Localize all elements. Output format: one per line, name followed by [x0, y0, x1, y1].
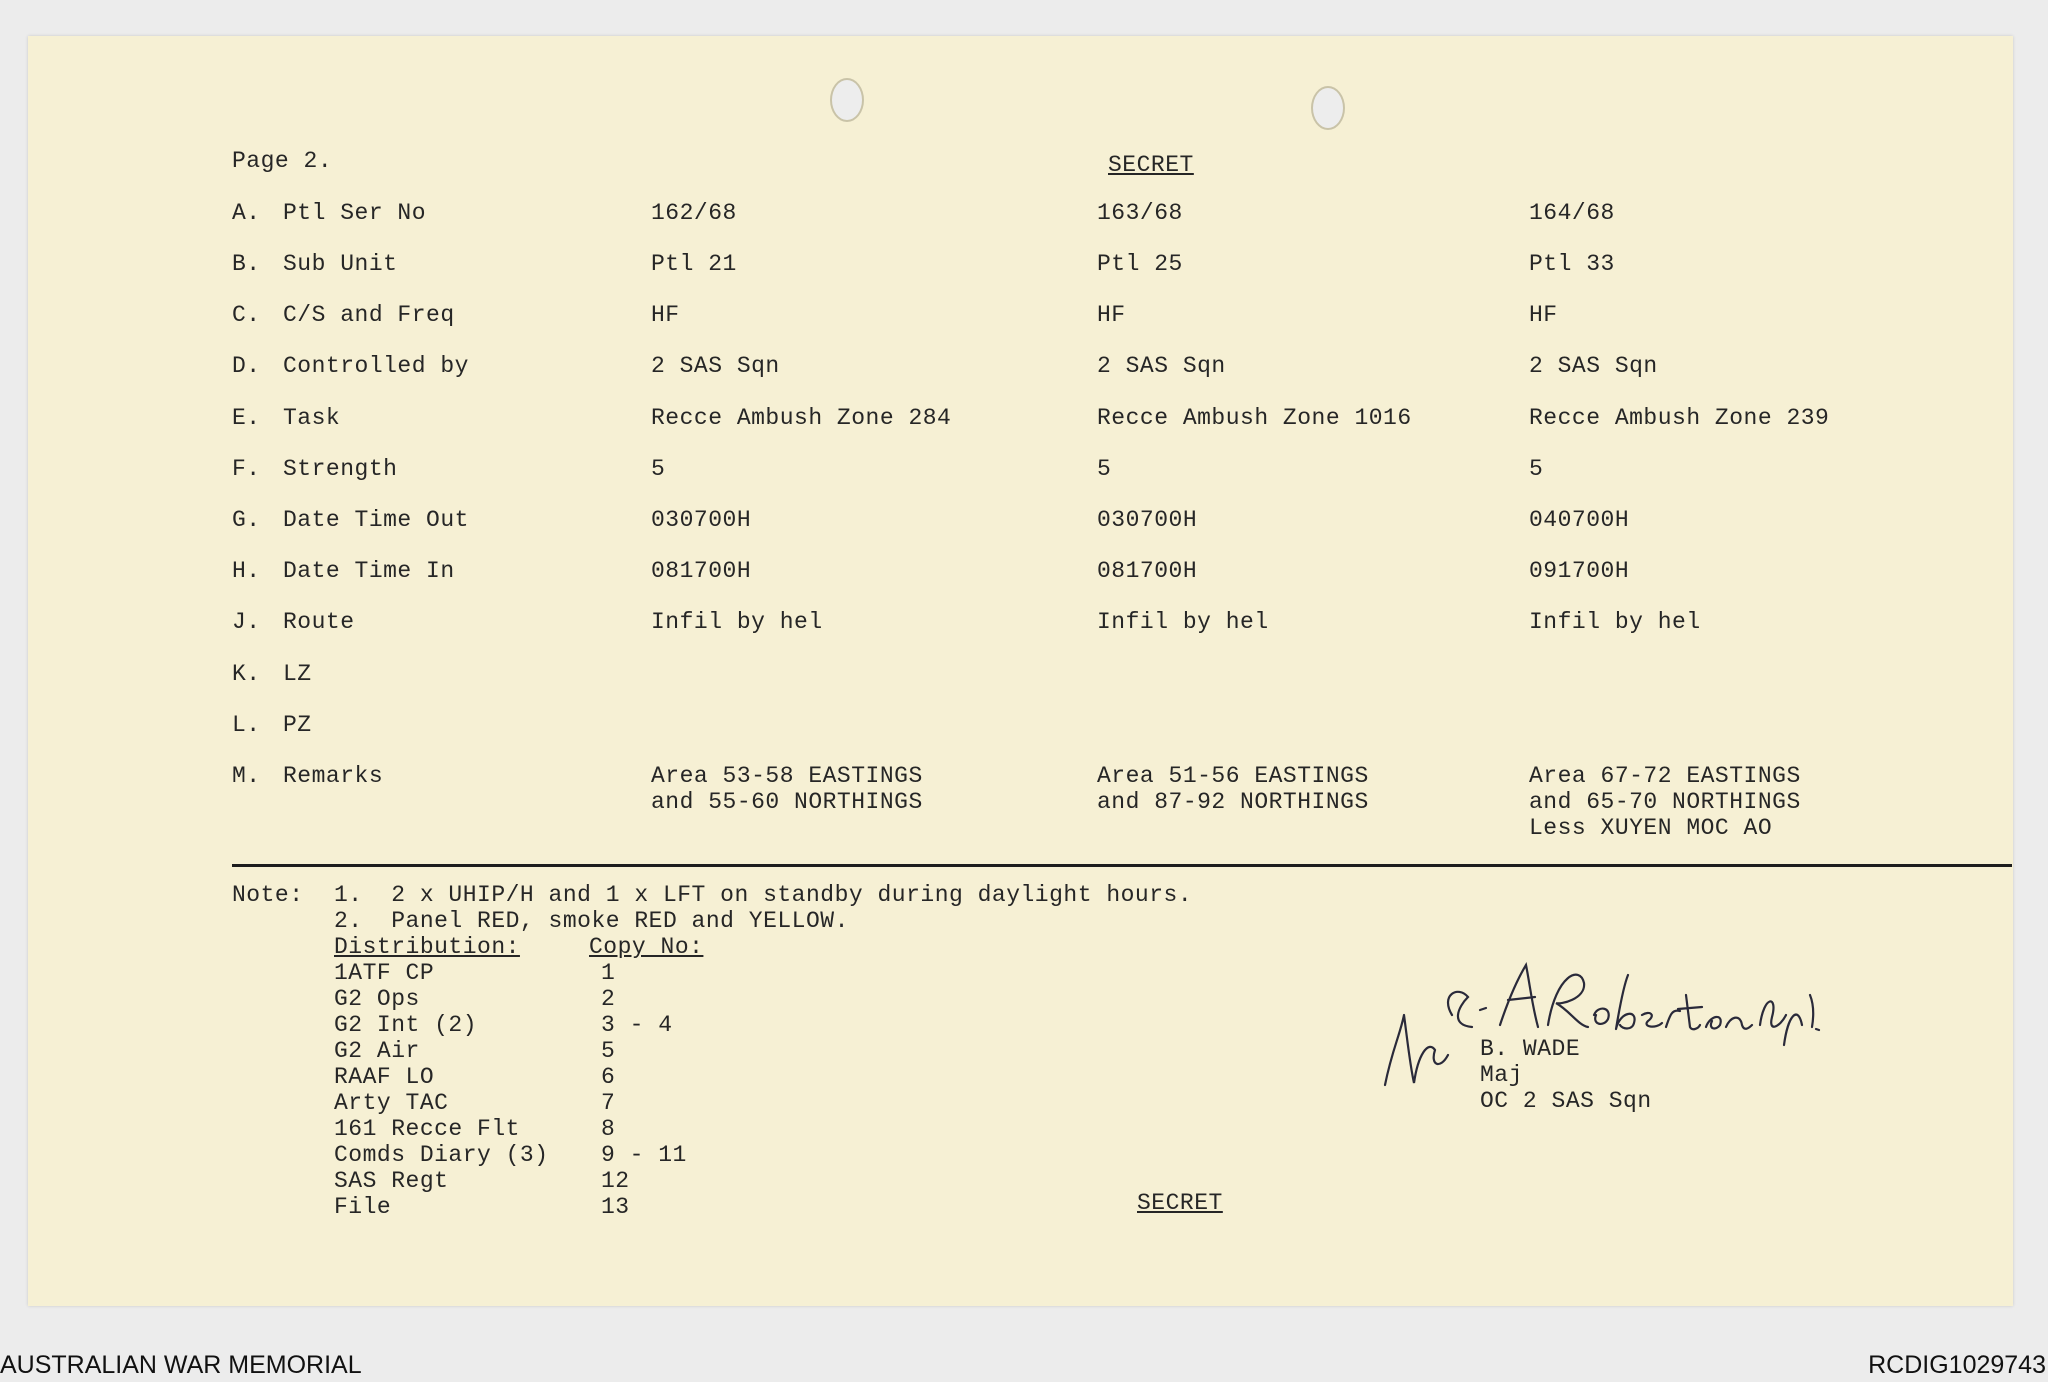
ptl-164-value: Infil by hel	[1529, 609, 1701, 635]
distribution-copy-no: 7	[601, 1090, 616, 1116]
row-label: Remarks	[283, 763, 384, 789]
row-label: PZ	[283, 712, 312, 738]
ptl-163-value: Infil by hel	[1097, 609, 1269, 635]
row-label: Date Time Out	[283, 507, 469, 533]
ptl-164-value: Recce Ambush Zone 239	[1529, 405, 1830, 431]
ptl-162-value: 2 SAS Sqn	[651, 353, 780, 379]
signatory-appointment: OC 2 SAS Sqn	[1480, 1088, 1652, 1114]
ptl-163-value: 030700H	[1097, 507, 1198, 533]
distribution-entry: Arty TAC	[334, 1090, 449, 1116]
signatory-name: B. WADE	[1480, 1036, 1581, 1062]
row-label: Task	[283, 405, 341, 431]
ptl-162-value: Recce Ambush Zone 284	[651, 405, 952, 431]
ptl-162-value: Area 53-58 EASTINGS and 55-60 NORTHINGS	[651, 763, 923, 815]
document-page	[28, 36, 2013, 1306]
handwritten-signature	[1380, 955, 1840, 1105]
distribution-entry: 1ATF CP	[334, 960, 435, 986]
distribution-copy-no: 9 - 11	[601, 1142, 687, 1168]
ptl-162-value: 5	[651, 456, 666, 482]
distribution-copy-no: 13	[601, 1194, 630, 1220]
row-key: L.	[232, 712, 261, 738]
ptl-162-value: 162/68	[651, 200, 737, 226]
ptl-163-value: 5	[1097, 456, 1112, 482]
classification-top: SECRET	[1108, 152, 1194, 178]
row-key: K.	[232, 661, 261, 687]
distribution-entry: G2 Ops	[334, 986, 420, 1012]
ptl-164-value: Ptl 33	[1529, 251, 1615, 277]
distribution-heading: Distribution:	[334, 934, 520, 960]
distribution-copy-no: 3 - 4	[601, 1012, 673, 1038]
distribution-copy-no: 8	[601, 1116, 616, 1142]
note-label: Note:	[232, 882, 304, 908]
row-label: Strength	[283, 456, 398, 482]
row-key: H.	[232, 558, 261, 584]
punch-hole	[830, 78, 864, 122]
ptl-164-value: HF	[1529, 302, 1558, 328]
ptl-164-value: 5	[1529, 456, 1544, 482]
distribution-copy-no: 12	[601, 1168, 630, 1194]
ptl-163-value: Recce Ambush Zone 1016	[1097, 405, 1412, 431]
ptl-164-value: 2 SAS Sqn	[1529, 353, 1658, 379]
ptl-164-value: 164/68	[1529, 200, 1615, 226]
distribution-entry: RAAF LO	[334, 1064, 435, 1090]
page-number: Page 2.	[232, 148, 333, 174]
distribution-copy-no: 1	[601, 960, 616, 986]
punch-hole	[1311, 86, 1345, 130]
distribution-entry: Comds Diary (3)	[334, 1142, 549, 1168]
distribution-copy-no: 2	[601, 986, 616, 1012]
signatory-rank: Maj	[1480, 1062, 1523, 1088]
distribution-entry: SAS Regt	[334, 1168, 449, 1194]
row-label: Controlled by	[283, 353, 469, 379]
ptl-164-value: 040700H	[1529, 507, 1630, 533]
ptl-163-value: Ptl 25	[1097, 251, 1183, 277]
row-key: C.	[232, 302, 261, 328]
note-item-2: 2. Panel RED, smoke RED and YELLOW.	[334, 908, 849, 934]
ptl-163-value: 163/68	[1097, 200, 1183, 226]
ptl-163-value: 081700H	[1097, 558, 1198, 584]
ptl-163-value: Area 51-56 EASTINGS and 87-92 NORTHINGS	[1097, 763, 1369, 815]
ptl-162-value: 081700H	[651, 558, 752, 584]
archive-caption: AUSTRALIAN WAR MEMORIAL	[0, 1351, 362, 1379]
row-label: LZ	[283, 661, 312, 687]
row-label: C/S and Freq	[283, 302, 455, 328]
archive-id: RCDIG1029743	[1868, 1351, 2046, 1379]
distribution-entry: File	[334, 1194, 392, 1220]
classification-bottom: SECRET	[1137, 1190, 1223, 1216]
row-key: D.	[232, 353, 261, 379]
distribution-entry: G2 Int (2)	[334, 1012, 478, 1038]
divider-line	[232, 864, 2012, 867]
distribution-copy-no: 5	[601, 1038, 616, 1064]
ptl-164-value: Area 67-72 EASTINGS and 65-70 NORTHINGS Less XUYEN MOC AO	[1529, 763, 1801, 841]
row-label: Sub Unit	[283, 251, 398, 277]
ptl-162-value: Infil by hel	[651, 609, 823, 635]
distribution-entry: 161 Recce Flt	[334, 1116, 520, 1142]
distribution-entry: G2 Air	[334, 1038, 420, 1064]
copy-no-heading: Copy No:	[589, 934, 704, 960]
ptl-163-value: 2 SAS Sqn	[1097, 353, 1226, 379]
ptl-164-value: 091700H	[1529, 558, 1630, 584]
row-key: E.	[232, 405, 261, 431]
ptl-163-value: HF	[1097, 302, 1126, 328]
ptl-162-value: HF	[651, 302, 680, 328]
ptl-162-value: Ptl 21	[651, 251, 737, 277]
row-key: G.	[232, 507, 261, 533]
row-label: Date Time In	[283, 558, 455, 584]
note-item-1: 1. 2 x UHIP/H and 1 x LFT on standby during daylight hours.	[334, 882, 1193, 908]
row-key: F.	[232, 456, 261, 482]
row-key: J.	[232, 609, 261, 635]
row-key: B.	[232, 251, 261, 277]
distribution-copy-no: 6	[601, 1064, 616, 1090]
row-label: Ptl Ser No	[283, 200, 427, 226]
row-label: Route	[283, 609, 355, 635]
ptl-162-value: 030700H	[651, 507, 752, 533]
row-key: M.	[232, 763, 261, 789]
row-key: A.	[232, 200, 261, 226]
